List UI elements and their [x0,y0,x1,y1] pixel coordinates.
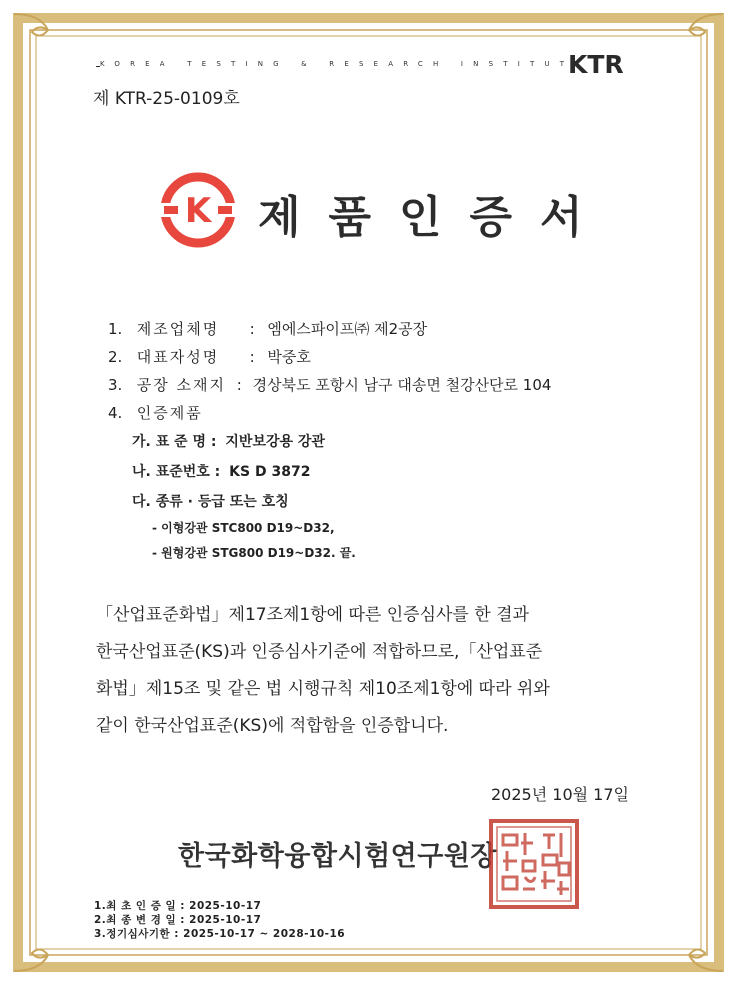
footer-initial-date: 1.최 초 인 증 일 : 2025-10-17 [94,900,262,912]
logo-letter: K [184,191,212,231]
ktr-logo: KTR [568,50,624,79]
item-label: 인증제품 [136,404,203,422]
item-manufacturer [108,318,427,339]
item-label: 공장 소재지 [136,376,226,394]
official-seal-stamp [487,817,581,911]
body-line: 같이 한국산업표준(KS)에 적합함을 인증합니다. [96,716,449,736]
document-number: 제 KTR-25-0109호 [93,89,240,109]
item-label: 제조업체명 [136,320,220,338]
footer-review-period: 3.정기심사기한 : 2025-10-17 ~ 2028-10-16 [94,928,346,940]
standard-number-label: 나. 표준번호 : [132,464,221,480]
footer-last-change-date: 2.최 종 변 경 일 : 2025-10-17 [94,914,262,926]
standard-number-row [132,461,310,481]
item-separator: : [236,376,242,394]
certificate-title: 제품인증서 [258,192,611,243]
item-representative [108,346,311,367]
item-value: 경상북도 포항시 남구 대송면 철강산단로 104 [252,376,552,394]
item-number: 4. [108,404,123,422]
issue-date: 2025년 10월 17일 [491,785,629,804]
ks-mark-logo [160,172,236,248]
item-factory-address [108,374,551,395]
body-line: 「산업표준화법」제17조제1항에 따른 인증심사를 한 결과 [96,605,529,625]
grade-line: - 원형강관 STG800 D19~D32. 끝. [152,546,356,560]
item-number: 1. [108,320,123,338]
item-number: 2. [108,348,123,366]
body-line: 화법」제15조 및 같은 법 시행규칙 제10조제1항에 따라 위와 [96,679,550,699]
item-certified-product [108,402,203,423]
grade-label: 다. 종류 · 등급 또는 호칭 [132,494,289,510]
issuer-name: 한국화학융합시험연구원장 [178,841,497,872]
certificate-border [10,10,727,975]
grade-line: - 이형강관 STC800 D19~D32, [152,521,335,535]
standard-name-value: 지반보강용 강관 [225,434,325,450]
item-label: 대표자성명 [136,348,220,366]
institute-name: KOREA TESTING & RESEARCH INSTITUTE [100,60,593,68]
standard-number-value: KS D 3872 [229,464,311,480]
item-separator: : [249,320,255,338]
standard-name-row [132,431,325,451]
item-value: 박중호 [267,348,311,366]
item-separator: : [249,348,255,366]
body-line: 한국산업표준(KS)과 인증심사기준에 적합하므로,「산업표준 [96,642,543,662]
item-value: 엠에스파이프㈜ 제2공장 [267,320,428,338]
standard-name-label: 가. 표 준 명 : [132,434,217,450]
item-number: 3. [108,376,123,394]
